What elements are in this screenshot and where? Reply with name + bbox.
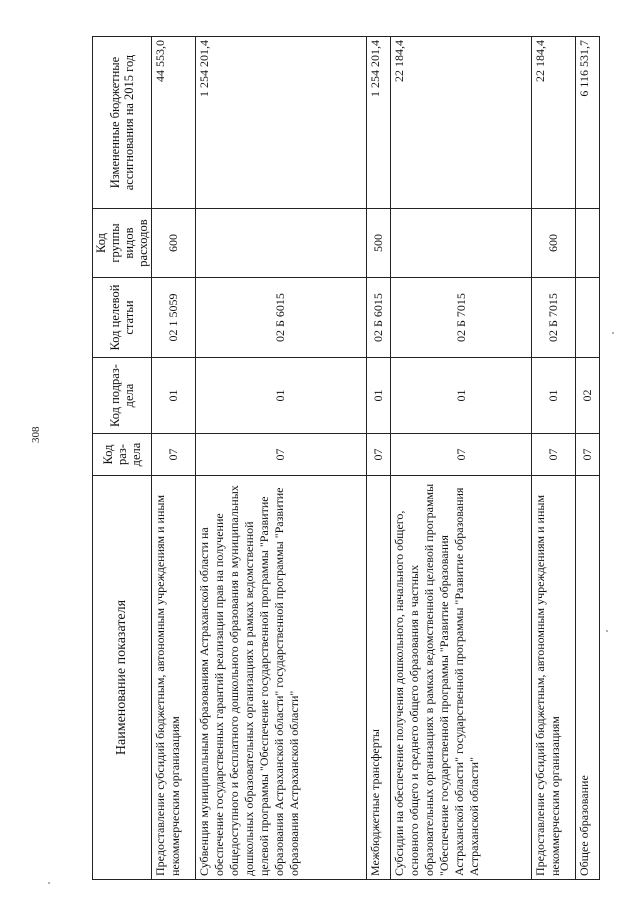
row-name: Субвенция муниципальным образованиям Астраханской области на обеспечение государственных гарантий реализации прав на получение общедоступного и бесплатного дошкольного образования в муниципальных дошкольных образовательных организациях в рамках ведомственной целевой программы "Обеспечение государственной программы "Развитие образования Астраханской области" государственной программы "Развитие образования Астраханской области" bbox=[195, 476, 366, 880]
row-podrazdel: 01 bbox=[152, 358, 196, 434]
row-expense-group bbox=[195, 209, 366, 278]
row-amount: 1 254 201,4 bbox=[366, 37, 390, 209]
row-target-article bbox=[575, 278, 599, 358]
header-expense-group: Код группы видов расходов bbox=[93, 209, 152, 278]
table-row bbox=[366, 37, 390, 880]
scan-speck bbox=[48, 882, 50, 884]
row-razdel: 07 bbox=[195, 434, 366, 476]
row-expense-group: 600 bbox=[152, 209, 196, 278]
row-razdel: 07 bbox=[391, 434, 532, 476]
row-amount: 22 184,4 bbox=[531, 37, 575, 209]
budget-table-rotated bbox=[92, 37, 600, 880]
table-header-row bbox=[93, 37, 152, 880]
row-name: Межбюджетные трансферты bbox=[366, 476, 390, 880]
row-expense-group bbox=[575, 209, 599, 278]
row-target-article: 02 Б 6015 bbox=[366, 278, 390, 358]
scan-speck bbox=[606, 630, 608, 632]
row-podrazdel: 02 bbox=[575, 358, 599, 434]
row-name: Предоставление субсидий бюджетным, автономным учреждениям и иным некоммерческим организациям bbox=[152, 476, 196, 880]
scan-speck bbox=[612, 332, 614, 334]
row-amount: 22 184,4 bbox=[391, 37, 532, 209]
row-razdel: 07 bbox=[366, 434, 390, 476]
table-row bbox=[531, 37, 575, 880]
row-amount: 6 116 531,7 bbox=[575, 37, 599, 209]
header-amount-2015: Измененные бюджетные ассигнования на 2015 год bbox=[93, 37, 152, 209]
row-razdel: 07 bbox=[575, 434, 599, 476]
row-podrazdel: 01 bbox=[366, 358, 390, 434]
row-target-article: 02 Б 7015 bbox=[531, 278, 575, 358]
row-podrazdel: 01 bbox=[531, 358, 575, 434]
table-row bbox=[152, 37, 196, 880]
row-expense-group: 600 bbox=[531, 209, 575, 278]
page-number: 308 bbox=[30, 426, 42, 443]
row-razdel: 07 bbox=[152, 434, 196, 476]
table-row bbox=[195, 37, 366, 880]
row-amount: 44 553,0 bbox=[152, 37, 196, 209]
table-row bbox=[575, 37, 599, 880]
header-target-article: Код целевой статьи bbox=[93, 278, 152, 358]
row-expense-group bbox=[391, 209, 532, 278]
row-target-article: 02 Б 7015 bbox=[391, 278, 532, 358]
row-razdel: 07 bbox=[531, 434, 575, 476]
row-expense-group: 500 bbox=[366, 209, 390, 278]
row-name: Субсидии на обеспечение получения дошкольного, начального общего, основного общего и среднего общего образования в частных образовательных организациях в рамках ведомственной целевой программы "Обеспечение государственной программы "Развитие образования Астраханской области" государственной программы "Развитие образования Астраханской области" bbox=[391, 476, 532, 880]
header-razdel: Код раз-дела bbox=[93, 434, 152, 476]
row-amount: 1 254 201,4 bbox=[195, 37, 366, 209]
row-target-article: 02 Б 6015 bbox=[195, 278, 366, 358]
budget-table bbox=[92, 36, 600, 880]
row-name: Общее образование bbox=[575, 476, 599, 880]
header-podrazdel: Код подраз-дела bbox=[93, 358, 152, 434]
row-target-article: 02 1 5059 bbox=[152, 278, 196, 358]
row-podrazdel: 01 bbox=[391, 358, 532, 434]
table-row bbox=[391, 37, 532, 880]
header-name: Наименование показателя bbox=[93, 476, 152, 880]
row-name: Предоставление субсидий бюджетным, автономным учреждениям и иным некоммерческим организациям bbox=[531, 476, 575, 880]
row-podrazdel: 01 bbox=[195, 358, 366, 434]
